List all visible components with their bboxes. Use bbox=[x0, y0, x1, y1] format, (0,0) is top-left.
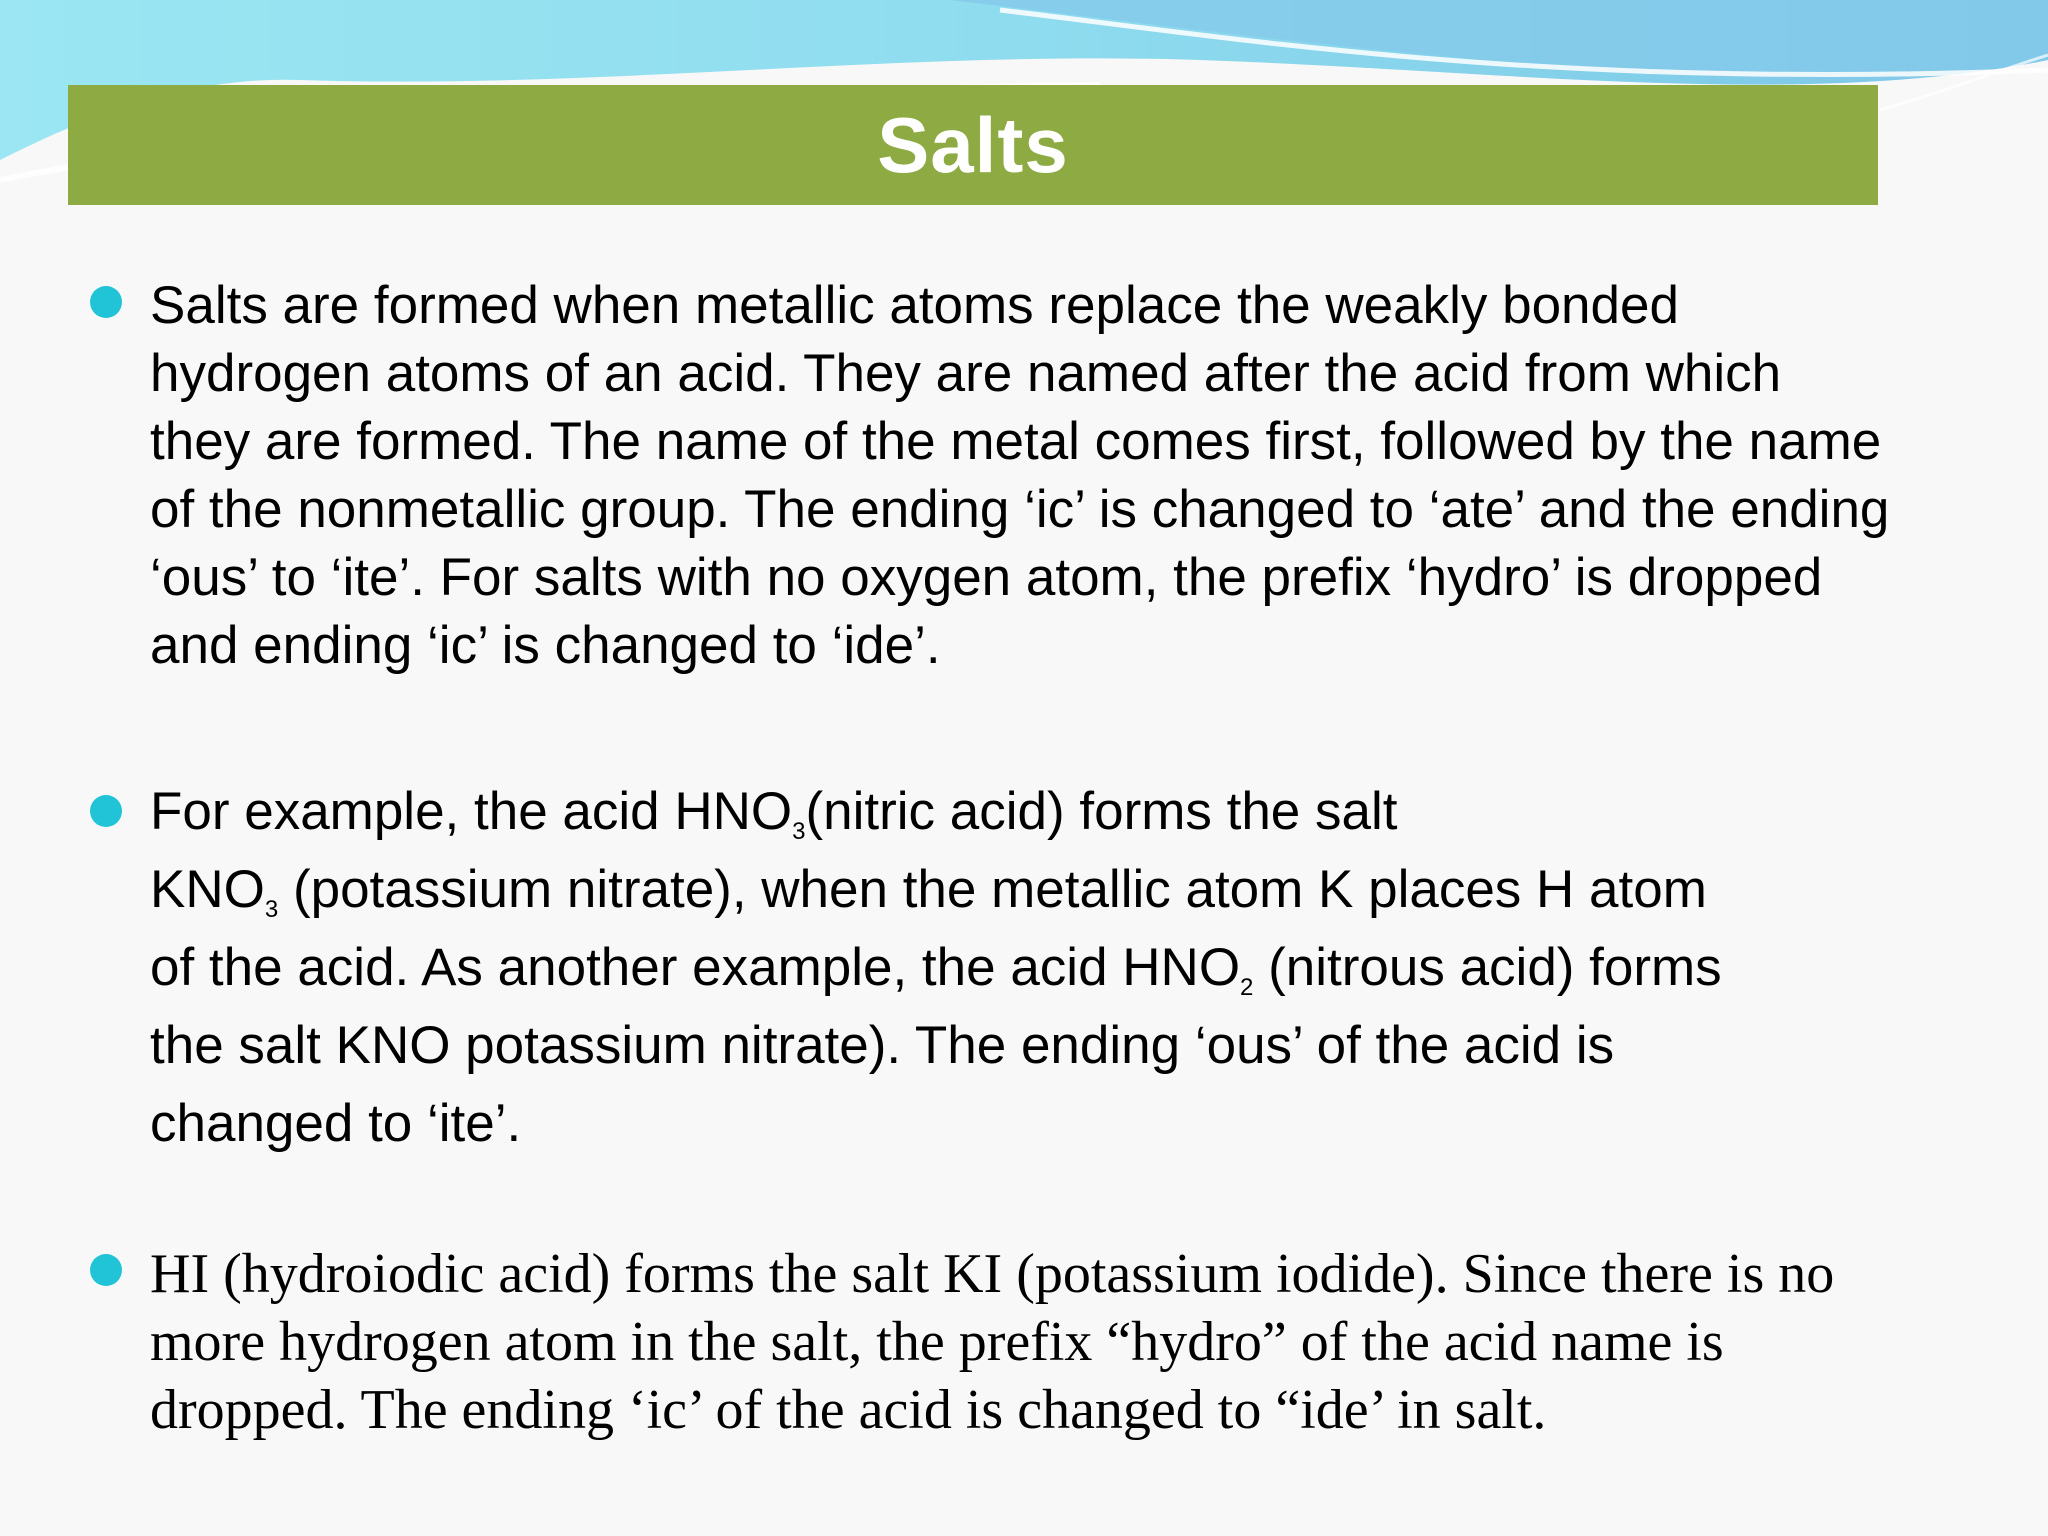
bullet-text-2: For example, the acid $HNO_3(nitric$ acid) forms the salt $KNO_3$ (potassium nitrate), when the metallic atom K places H atom of the acid. As another example, the acid $HNO_2$ (nitrous acid) forms the salt KNO potassium nitrate). The ending ‘ous’ of the acid is changed to ‘ite’. bbox=[150, 782, 1722, 1153]
bullet-item-1 bbox=[90, 272, 1890, 692]
bullet-item-3 bbox=[90, 1240, 1880, 1530]
bullet-text-3: HI (hydroiodic acid) forms the salt KI (potassium iodide). Since there is no more hydrogen atom in the salt, the prefix “hydro” of the acid name is dropped. The ending ‘ic’ of the acid is changed to “ide’ in salt. bbox=[150, 1243, 1835, 1441]
bullet-item-2 bbox=[90, 773, 1880, 1153]
bullet-dot-icon bbox=[90, 795, 122, 827]
bullet-dot-icon bbox=[90, 286, 122, 318]
title-bar bbox=[68, 85, 1878, 205]
slide-title: Salts bbox=[877, 100, 1069, 189]
bullet-dot-icon bbox=[90, 1254, 122, 1286]
bullet-text-1: Salts are formed when metallic atoms replace the weakly bonded hydrogen atoms of an acid. They are named after the acid from which they are formed. The name of the metal comes first, followed by the name of the nonmetallic group. The ending ‘ic’ is changed to ‘ate’ and the ending ‘ous’ to ‘ite’. For salts with no oxygen atom, the prefix ‘hydro’ is dropped and ending ‘ic’ is changed to ‘ide’. bbox=[150, 276, 1890, 675]
